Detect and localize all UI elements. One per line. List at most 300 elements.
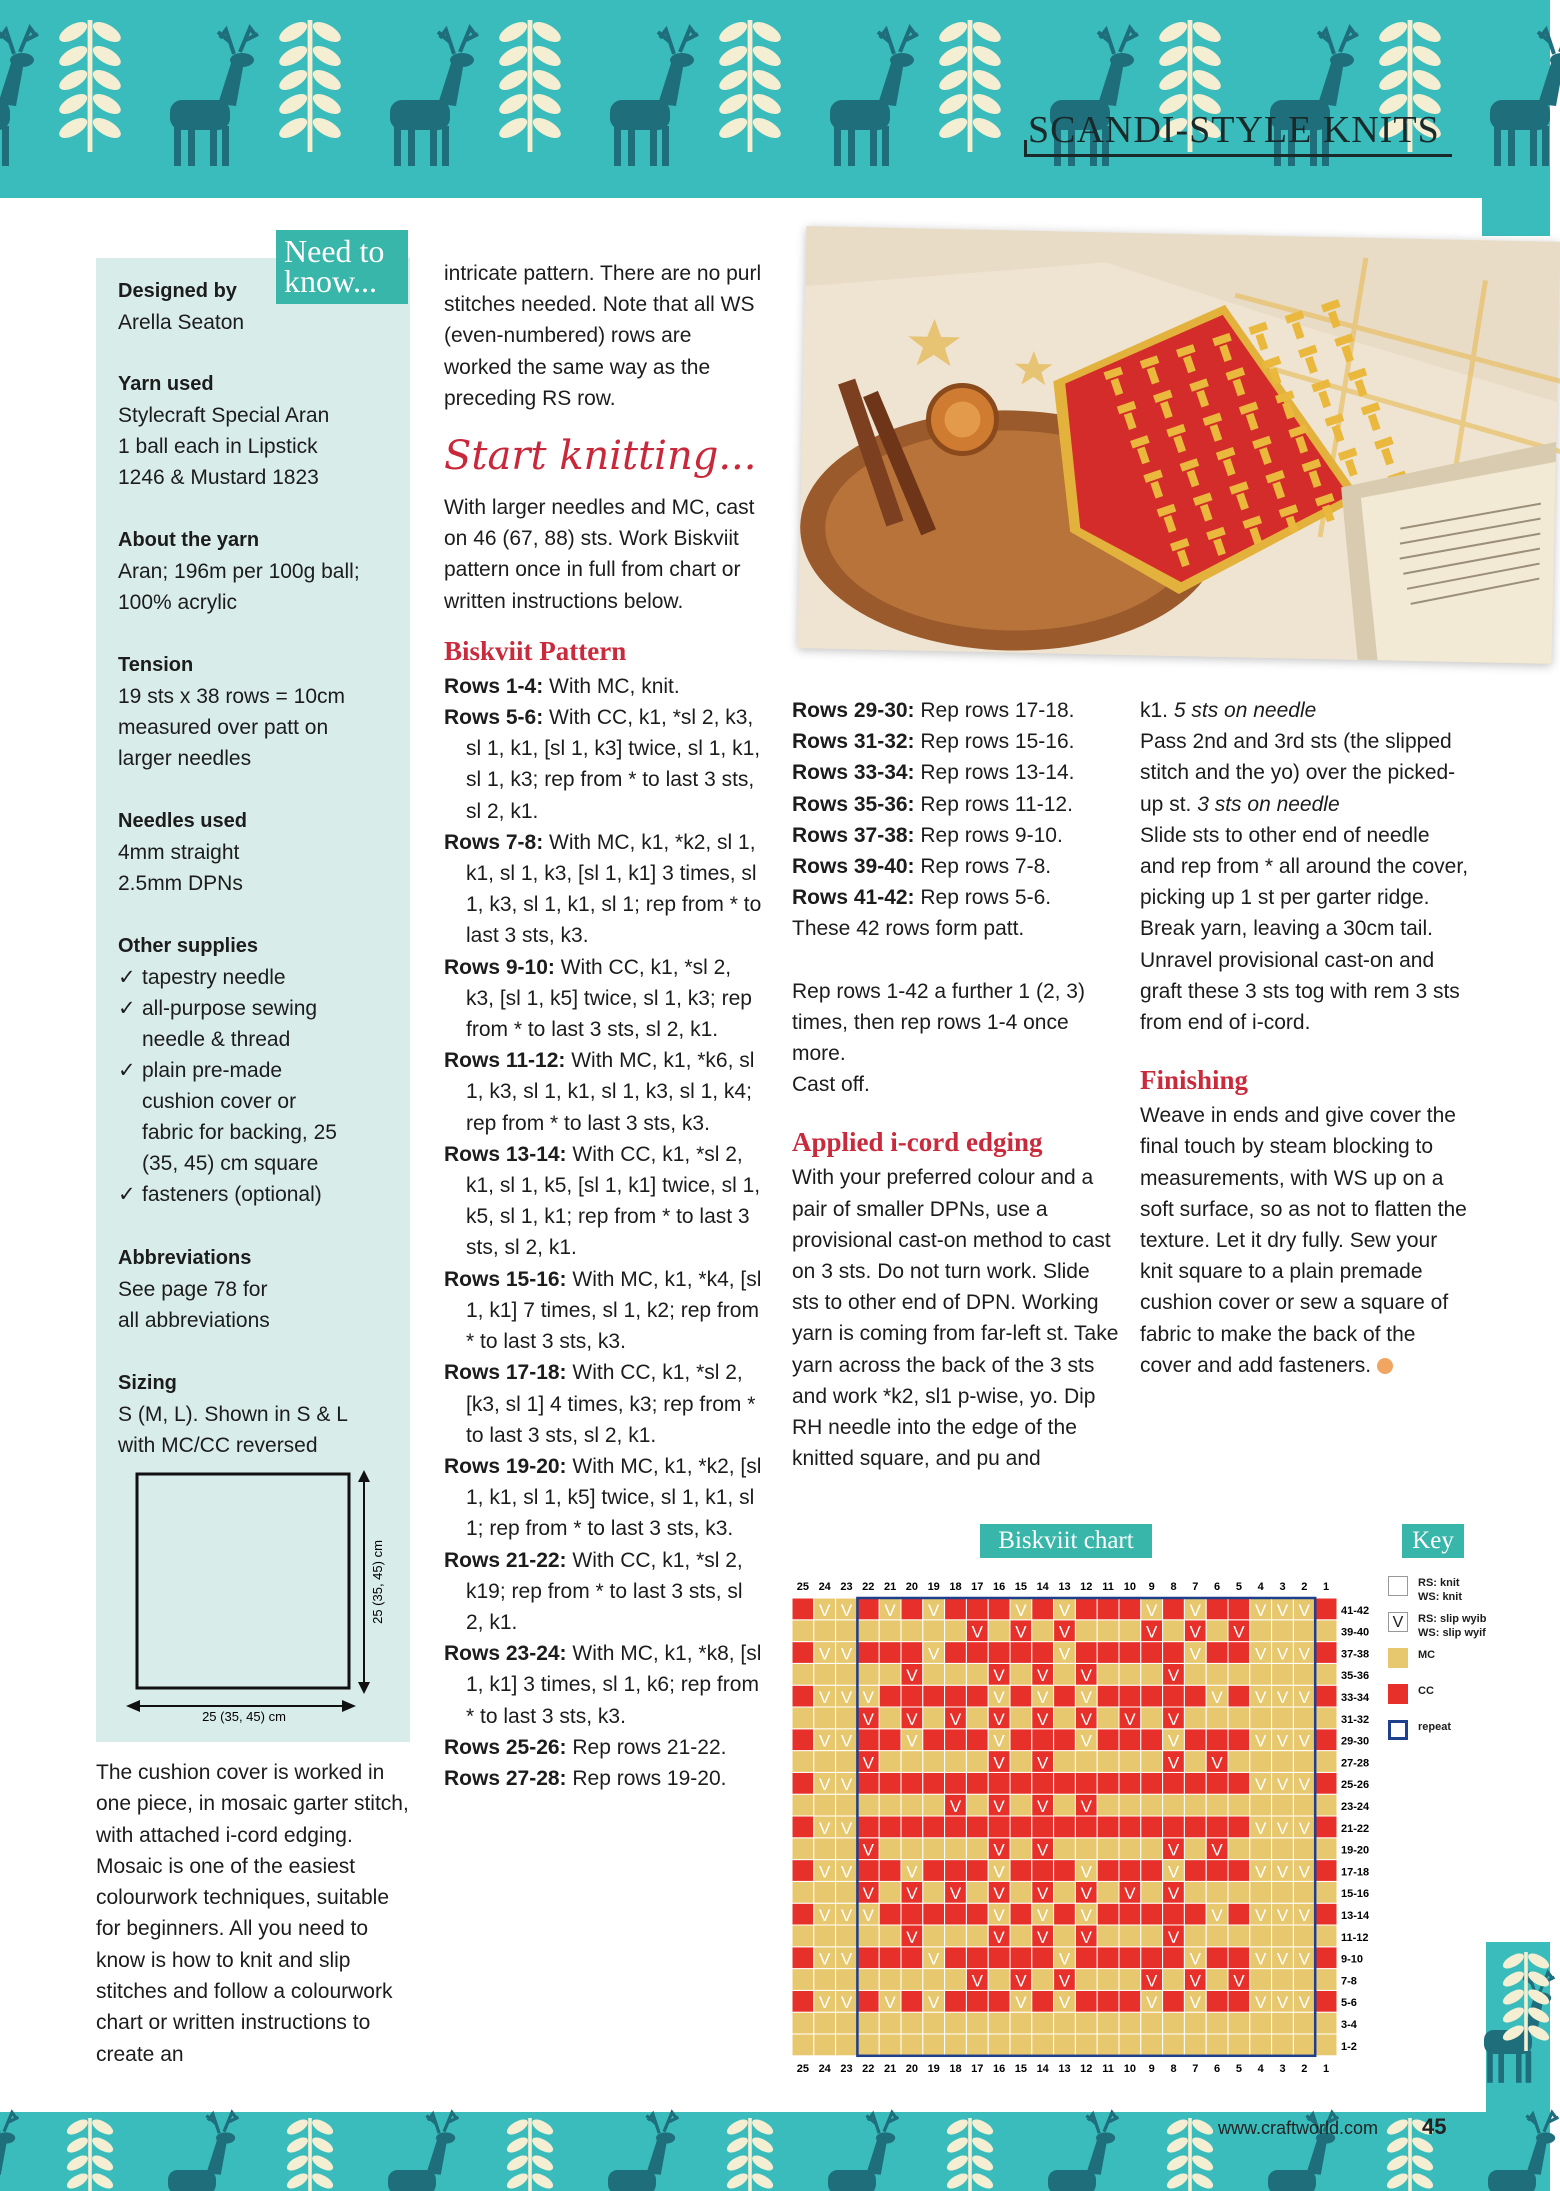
chart-cell — [901, 1794, 923, 1816]
chart-cell — [988, 1642, 1010, 1664]
key-label: repeat — [1418, 1721, 1452, 1733]
chart-cell — [1075, 1969, 1097, 1991]
chart-cell — [988, 2012, 1010, 2034]
slip-mark: V — [906, 1927, 918, 1947]
slip-mark: V — [928, 1993, 940, 2013]
chart-cell — [792, 1794, 814, 1816]
slip-mark: V — [1015, 1971, 1027, 1991]
start-knitting-heading: Start knitting... — [444, 433, 757, 480]
chart-cell — [1272, 2012, 1294, 2034]
chart-cell — [1119, 1772, 1141, 1794]
chart-cell — [857, 2012, 879, 2034]
chart-cell — [1206, 1969, 1228, 1991]
slip-mark: V — [1037, 1840, 1049, 1860]
chart-cell — [1293, 2012, 1315, 2034]
header-banner — [0, 0, 1550, 198]
slip-mark: V — [1167, 1666, 1180, 1686]
chart-cell — [879, 1925, 901, 1947]
slip-mark: V — [1037, 1797, 1049, 1816]
chart-cell — [879, 1707, 901, 1729]
page-number: 45 — [1422, 2114, 1447, 2139]
slip-mark: V — [1211, 1688, 1223, 1707]
chart-cell — [1032, 1860, 1054, 1882]
slip-mark: V — [1015, 1993, 1027, 2013]
chart-cell — [1097, 1903, 1119, 1925]
chart-cell — [1010, 1794, 1032, 1816]
yarn-line: 1 ball each in Lipstick — [118, 435, 318, 458]
slip-mark: V — [906, 1731, 918, 1751]
chart-cell — [966, 2034, 988, 2056]
chart-cell — [1206, 1990, 1228, 2012]
chart-cell — [923, 1794, 945, 1816]
chart-cell — [1119, 1794, 1141, 1816]
chart-cell — [1054, 1794, 1076, 1816]
slip-mark: V — [819, 1600, 831, 1620]
chart-cell — [1141, 1729, 1163, 1751]
slip-mark: V — [993, 1688, 1005, 1707]
chart-cell — [1054, 1707, 1076, 1729]
chart-cell — [923, 1729, 945, 1751]
chart-cell — [1010, 2012, 1032, 2034]
chart-cell — [966, 1663, 988, 1685]
chart-cell — [901, 1751, 923, 1773]
deer-tree-pattern — [0, 0, 1550, 198]
slip-mark: V — [1146, 1993, 1158, 2013]
chart-title: Biskviit chart — [980, 1524, 1152, 1558]
slip-mark: V — [1189, 1600, 1201, 1620]
chart-cell — [792, 1729, 814, 1751]
chart-cell — [1250, 1925, 1272, 1947]
chart-cell — [1075, 1751, 1097, 1773]
chart-cell — [879, 1729, 901, 1751]
chart-cell — [1272, 2034, 1294, 2056]
key-title: Key — [1402, 1524, 1464, 1558]
chart-cell — [1119, 2034, 1141, 2056]
chart-cell — [1141, 1707, 1163, 1729]
slip-mark: V — [819, 1906, 831, 1925]
chart-cell — [1315, 1729, 1337, 1751]
slip-mark: V — [1298, 1993, 1310, 2013]
other-supplies — [118, 931, 408, 1210]
chart-cell — [901, 1947, 923, 1969]
row-label: 15-16 — [1341, 1888, 1370, 1901]
chart-cell — [1206, 2012, 1228, 2034]
about-yarn-line: Aran; 196m per 100g ball; — [118, 560, 360, 583]
chart-cell — [1097, 1729, 1119, 1751]
chart-cell — [1293, 1925, 1315, 1947]
column-label: 22 — [862, 2062, 875, 2075]
chart-cell — [923, 1620, 945, 1642]
chart-cell — [1228, 1663, 1250, 1685]
column-label: 14 — [1036, 2062, 1049, 2075]
key-swatch — [1388, 1720, 1408, 1740]
chart-cell — [923, 1838, 945, 1860]
chart-cell — [1250, 1707, 1272, 1729]
slip-mark: V — [862, 1906, 874, 1925]
column-label: 6 — [1214, 2062, 1221, 2075]
chart-cell — [814, 1620, 836, 1642]
chart-cell — [879, 1838, 901, 1860]
chart-cell — [1141, 1642, 1163, 1664]
pattern-row: Rows 7-8: With MC, k1, *k2, sl 1, k1, sl 1, k3, [sl 1, k1] 3 times, sl 1, k3, sl 1, k1, sl 1; rep from * to last 3 sts, k3. — [444, 830, 762, 948]
chart-cell — [1228, 1903, 1250, 1925]
check-icon: ✓ — [118, 1183, 136, 1206]
chart-cell — [792, 1620, 814, 1642]
icord-heading: Applied i-cord edging — [792, 1127, 1043, 1158]
column-label: 7 — [1192, 1581, 1199, 1593]
chart-cell — [1075, 1620, 1097, 1642]
chart-cell — [901, 1816, 923, 1838]
slip-mark: V — [1080, 1906, 1092, 1925]
column-label: 4 — [1257, 2062, 1264, 2075]
chart-cell — [1228, 1816, 1250, 1838]
chart-cell — [857, 1794, 879, 1816]
slip-mark: V — [1037, 1884, 1049, 1904]
supply-item: ✓ plain pre-made cushion cover or fabric for backing, 25 (35, 45) cm square — [118, 1055, 408, 1179]
section-title-underline — [1024, 154, 1452, 157]
chart-cell — [1163, 1903, 1185, 1925]
column-label: 3 — [1279, 1581, 1286, 1593]
chart-cell — [966, 1642, 988, 1664]
chart-cell — [814, 1663, 836, 1685]
chart-cell — [1272, 1925, 1294, 1947]
slip-mark: V — [1189, 1622, 1201, 1642]
slip-mark: V — [862, 1753, 874, 1773]
chart-cell — [923, 1881, 945, 1903]
row-label: 13-14 — [1341, 1910, 1370, 1922]
chart-cell — [1010, 1881, 1032, 1903]
chart-cell — [1163, 1990, 1185, 2012]
slip-mark: V — [1058, 1971, 1071, 1991]
key-item-white — [1388, 1574, 1508, 1606]
pattern-row: Rows 13-14: With CC, k1, *sl 2, k1, sl 1, k5, [sl 1, k1] twice, sl 1, k5, sl 1, k1; rep from * to last 3 sts, sl 2, k1. — [444, 1142, 761, 1260]
chart-cell — [945, 1816, 967, 1838]
chart-cell — [1032, 1729, 1054, 1751]
finishing-heading: Finishing — [1140, 1065, 1249, 1096]
slip-mark: V — [862, 1884, 874, 1904]
slip-mark: V — [1037, 1688, 1049, 1707]
tension-line: 19 sts x 38 rows = 10cm — [118, 685, 346, 708]
chart-cell — [1206, 1816, 1228, 1838]
designed-by-value: Arella Seaton — [118, 311, 245, 334]
slip-mark: V — [1255, 1818, 1267, 1838]
chart-cell — [901, 1685, 923, 1707]
deer-tree-pattern-side — [1486, 1942, 1550, 2112]
chart-cell — [1293, 1794, 1315, 1816]
pattern-row: Rows 23-24: With MC, k1, *k8, [sl 1, k1] 3 times, sl 1, k6; rep from * to last 3 sts, k3. — [444, 1642, 762, 1728]
check-icon: ✓ — [118, 1059, 136, 1082]
chart-cell — [1315, 1860, 1337, 1882]
chart-cell — [1206, 1707, 1228, 1729]
side-banner — [1486, 1942, 1550, 2112]
column-label: 24 — [818, 2062, 831, 2075]
chart-cell — [857, 1947, 879, 1969]
column-label: 15 — [1014, 1581, 1028, 1593]
tension — [118, 650, 408, 774]
chart-cell — [1293, 1663, 1315, 1685]
column-label: 21 — [883, 2062, 897, 2075]
column-label: 22 — [862, 1581, 875, 1593]
chart-cell — [1206, 1642, 1228, 1664]
slip-mark: V — [1058, 1644, 1071, 1664]
chart-cell — [1097, 1816, 1119, 1838]
pattern-row: Rows 5-6: With CC, k1, *sl 2, k3, sl 1, k1, [sl 1, k3] twice, sl 1, k1, sl 1, k3; rep from * to last 3 sts, sl 2, k1. — [444, 706, 761, 823]
chart-cell — [1272, 1969, 1294, 1991]
slip-mark: V — [1276, 1818, 1289, 1838]
chart-cell — [966, 2012, 988, 2034]
slip-mark: V — [1255, 1862, 1267, 1882]
key-swatch — [1388, 1684, 1408, 1704]
slip-mark: V — [971, 1622, 983, 1642]
chart-cell — [1119, 1969, 1141, 1991]
slip-mark: V — [993, 1906, 1005, 1925]
chart-cell — [1010, 1685, 1032, 1707]
chart-cell — [945, 1729, 967, 1751]
chart-cell — [1097, 2012, 1119, 2034]
chart-cell — [901, 2034, 923, 2056]
key-label: WS: knit — [1418, 1591, 1462, 1603]
chart-cell — [1206, 1772, 1228, 1794]
chart-cell — [1206, 1925, 1228, 1947]
slip-mark: V — [1298, 1600, 1310, 1620]
slip-mark: V — [1276, 1644, 1289, 1664]
chart-cell — [814, 1751, 836, 1773]
chart-cell — [901, 1620, 923, 1642]
cast-off-text: Cast off. — [792, 1073, 870, 1097]
chart-cell — [966, 1881, 988, 1903]
column-label: 9 — [1148, 2062, 1155, 2075]
pattern-row: Rows 19-20: With MC, k1, *k2, [sl 1, k1, sl 1, k5] twice, sl 1, k1, sl 1; rep from * to last 3 sts, k3. — [444, 1454, 762, 1541]
chart-cell — [1315, 2034, 1337, 2056]
chart-cell — [1054, 1663, 1076, 1685]
abbreviations-line: all abbreviations — [118, 1309, 270, 1332]
chart-cell — [1272, 1751, 1294, 1773]
chart-cell — [1315, 1903, 1337, 1925]
column-label: 16 — [992, 1581, 1006, 1593]
needles-label: Needles used — [118, 810, 247, 832]
chart-cell — [923, 1751, 945, 1773]
row-label: 31-32 — [1341, 1713, 1370, 1726]
chart-cell — [836, 2012, 858, 2034]
chart-cell — [1097, 1685, 1119, 1707]
chart-cell — [901, 1903, 923, 1925]
slip-mark: V — [1255, 1688, 1267, 1707]
supply-item: ✓ tapestry needle — [118, 962, 408, 993]
chart-cell — [1054, 1860, 1076, 1882]
slip-mark: V — [949, 1709, 962, 1729]
key-item-cc — [1388, 1682, 1508, 1714]
slip-mark: V — [1080, 1688, 1092, 1707]
chart-cell — [792, 1860, 814, 1882]
chart-cell — [1228, 1838, 1250, 1860]
slip-mark: V — [862, 1840, 874, 1860]
chart-cell — [1250, 2034, 1272, 2056]
chart-cell — [966, 1772, 988, 1794]
slip-mark: V — [1080, 1666, 1092, 1686]
slip-mark: V — [1037, 1709, 1049, 1729]
chart-cell — [945, 2012, 967, 2034]
chart-cell — [1119, 2012, 1141, 2034]
chart-cell — [988, 1816, 1010, 1838]
chart-cell — [1228, 1642, 1250, 1664]
slip-mark: V — [1058, 1993, 1071, 2013]
chart-cell — [1163, 1969, 1185, 1991]
chart-cell — [923, 2012, 945, 2034]
chart-cell — [857, 2034, 879, 2056]
tension-line: measured over patt on — [118, 716, 329, 739]
column-label: 17 — [971, 1581, 984, 1593]
chart-cell — [1206, 1881, 1228, 1903]
chart-cell — [1119, 1860, 1141, 1882]
chart-cell — [966, 1598, 988, 1620]
chart-cell — [879, 1620, 901, 1642]
chart-cell — [814, 1838, 836, 1860]
chart-cell — [966, 1794, 988, 1816]
chart-cell — [945, 1925, 967, 1947]
slip-mark: V — [819, 1862, 831, 1882]
chart-cell — [1163, 2012, 1185, 2034]
chart-cell — [1054, 1772, 1076, 1794]
sizing-line: S (M, L). Shown in S & L — [118, 1403, 348, 1426]
chart-cell — [1293, 1969, 1315, 1991]
slip-mark: V — [1298, 1906, 1310, 1925]
slip-mark: V — [884, 1993, 896, 2013]
chart-cell — [1250, 1794, 1272, 1816]
chart-cell — [945, 1663, 967, 1685]
slip-mark: V — [819, 1644, 831, 1664]
column-label: 23 — [840, 1581, 853, 1593]
slip-mark: V — [1276, 1731, 1289, 1751]
slip-mark: V — [819, 1818, 831, 1838]
chart-cell — [1075, 1642, 1097, 1664]
chart-cell — [1032, 1598, 1054, 1620]
row-label: 1-2 — [1341, 2040, 1357, 2053]
header-banner-edge — [1482, 198, 1550, 236]
key-label: MC — [1418, 1649, 1436, 1661]
slip-mark: V — [840, 1862, 853, 1882]
chart-cell — [1315, 1881, 1337, 1903]
chart-cell — [1119, 1816, 1141, 1838]
chart-cell — [966, 1838, 988, 1860]
chart-cell — [1054, 1903, 1076, 1925]
chart-cell — [1097, 1860, 1119, 1882]
slip-mark: V — [1167, 1840, 1180, 1860]
slip-mark: V — [1146, 1600, 1158, 1620]
slip-mark: V — [928, 1949, 940, 1969]
chart-cell — [1184, 1751, 1206, 1773]
chart-cell — [1206, 1729, 1228, 1751]
chart-cell — [945, 1772, 967, 1794]
slip-mark: V — [1255, 1775, 1267, 1795]
chart-cell — [879, 1881, 901, 1903]
chart-cell — [1010, 1838, 1032, 1860]
slip-mark: V — [1146, 1622, 1158, 1642]
chart-cell — [1141, 1903, 1163, 1925]
chart-cell — [1250, 1663, 1272, 1685]
chart-cell — [879, 1685, 901, 1707]
chart-cell — [1032, 1969, 1054, 1991]
chart-cell — [923, 1969, 945, 1991]
chart-cell — [792, 1881, 814, 1903]
chart-cell — [1097, 1969, 1119, 1991]
chart-cell — [1206, 1794, 1228, 1816]
chart-cell — [879, 1751, 901, 1773]
column-label: 9 — [1148, 1581, 1155, 1593]
sizing-line: with MC/CC reversed — [118, 1434, 318, 1457]
chart-cell — [1097, 1707, 1119, 1729]
chart-cell — [901, 1642, 923, 1664]
slip-mark: V — [1080, 1797, 1092, 1816]
tension-line: larger needles — [118, 747, 252, 770]
slip-mark: V — [1167, 1927, 1180, 1947]
slip-mark: V — [928, 1644, 940, 1664]
column-label: 11 — [1102, 2062, 1114, 2075]
chart-cell — [1163, 2034, 1185, 2056]
chart-cell — [1141, 1772, 1163, 1794]
chart-cell — [1184, 1794, 1206, 1816]
chart-cell — [879, 1772, 901, 1794]
chart-cell — [1010, 1707, 1032, 1729]
chart-cell — [792, 1772, 814, 1794]
chart-cell — [792, 1947, 814, 1969]
column-label: 24 — [818, 1581, 831, 1593]
badge-line: Need to — [284, 233, 385, 269]
chart-cell — [1054, 1881, 1076, 1903]
slip-mark: V — [1211, 1906, 1223, 1925]
chart-cell — [1054, 1751, 1076, 1773]
column-label: 1 — [1323, 1581, 1330, 1593]
row-label: 29-30 — [1341, 1735, 1370, 1748]
chart-cell — [792, 1838, 814, 1860]
chart-cell — [1315, 1990, 1337, 2012]
slip-mark: V — [1255, 1600, 1267, 1620]
chart-cell — [1010, 1925, 1032, 1947]
chart-cell — [1293, 2034, 1315, 2056]
chart-cell — [1010, 1642, 1032, 1664]
slip-mark: V — [971, 1971, 983, 1991]
slip-mark: V — [1276, 1949, 1289, 1969]
row-label: 35-36 — [1341, 1670, 1370, 1683]
chart-cell — [879, 1816, 901, 1838]
chart-cell — [1184, 1685, 1206, 1707]
chart-cell — [814, 2034, 836, 2056]
chart-cell — [836, 1969, 858, 1991]
chart-cell — [1163, 1620, 1185, 1642]
slip-mark: V — [1276, 1600, 1289, 1620]
chart-cell — [1250, 1751, 1272, 1773]
yarn-line: Stylecraft Special Aran — [118, 404, 330, 427]
chart-cell — [1315, 1772, 1337, 1794]
column-label: 20 — [905, 1581, 919, 1593]
key-label: WS: slip wyif — [1418, 1627, 1486, 1639]
slip-mark: V — [993, 1797, 1005, 1816]
icord-step-1: k1. 5 sts on needle — [1140, 699, 1317, 722]
chart-cell — [1141, 1881, 1163, 1903]
chart-cell — [1010, 2034, 1032, 2056]
chart-cell — [923, 2034, 945, 2056]
abbreviations-line: See page 78 for — [118, 1278, 268, 1301]
key-item-mc — [1388, 1646, 1508, 1678]
slip-mark: V — [906, 1862, 918, 1882]
chart-cell — [1119, 1642, 1141, 1664]
chart-cell — [945, 1903, 967, 1925]
chart-cell — [1184, 1925, 1206, 1947]
row-label: 17-18 — [1341, 1866, 1370, 1879]
slip-mark: V — [840, 1731, 853, 1751]
footer-url: www.craftworld.com — [1218, 2118, 1379, 2138]
chart-cell — [901, 1598, 923, 1620]
chart-cell — [879, 2012, 901, 2034]
